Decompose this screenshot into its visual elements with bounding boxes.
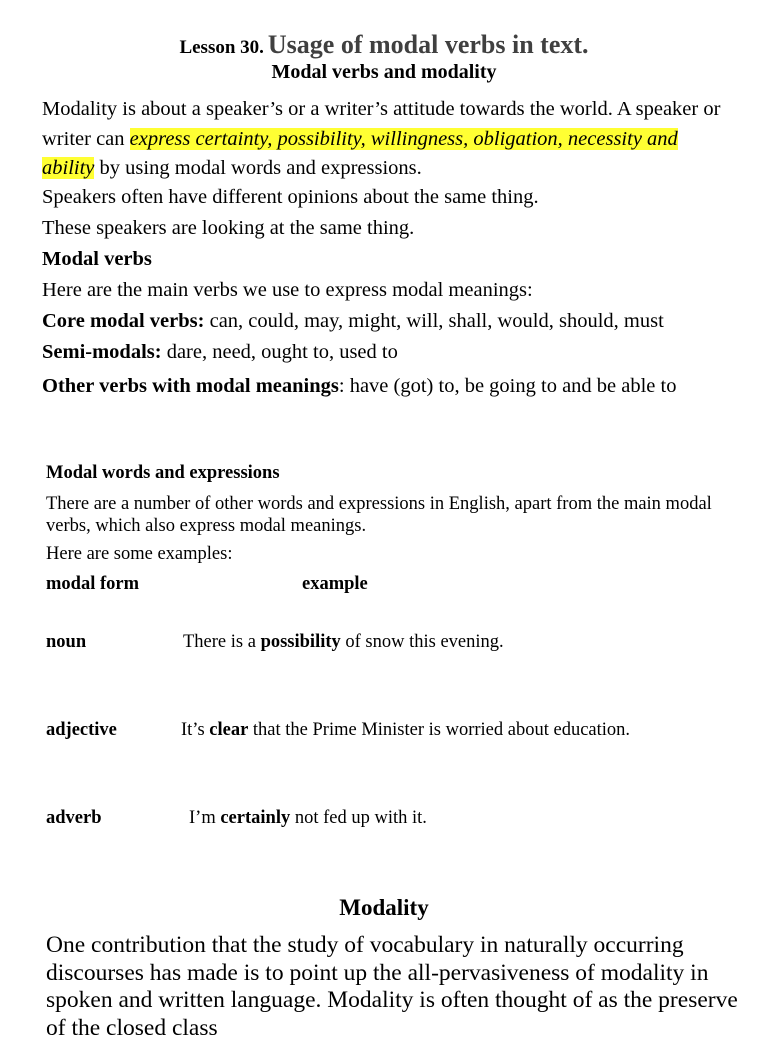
- semi-modals-label: Semi-modals:: [42, 341, 162, 363]
- row-adverb-example: [189, 808, 427, 829]
- core-modal-verbs-line: [42, 310, 664, 333]
- row-noun-form: noun: [46, 632, 87, 652]
- row-adverb-bold: certainly: [220, 808, 291, 828]
- row-adjective-before: It’s: [181, 720, 210, 740]
- row-noun-bold: possibility: [260, 632, 341, 652]
- modal-verbs-intro: Here are the main verbs we use to express modal meanings:: [42, 279, 533, 301]
- row-adverb-before: I’m: [189, 808, 221, 828]
- intro-paragraph: [42, 95, 732, 184]
- modality-heading: Modality: [339, 895, 429, 920]
- row-noun-before: There is a: [183, 632, 261, 652]
- examples-intro: Here are some examples:: [46, 544, 233, 564]
- lesson-title-text: Usage of modal verbs in text.: [267, 30, 589, 59]
- row-noun-example: [183, 632, 504, 653]
- lesson-number: Lesson 30.: [179, 37, 264, 58]
- col-header-example: example: [302, 574, 368, 594]
- core-modal-label: Core modal verbs:: [42, 310, 205, 332]
- semi-modals-list: dare, need, ought to, used to: [161, 341, 398, 363]
- row-adverb-after: not fed up with it.: [290, 808, 427, 828]
- col-header-modal-form: modal form: [46, 574, 139, 594]
- modal-verbs-heading: Modal verbs: [42, 248, 152, 270]
- row-noun-after: of snow this evening.: [340, 632, 504, 652]
- row-adverb-form: adverb: [46, 808, 102, 828]
- opinions-line: Speakers often have different opinions about the same thing.: [42, 186, 539, 208]
- looking-line: These speakers are looking at the same thing.: [42, 217, 415, 239]
- other-verbs-line: [42, 375, 676, 398]
- core-modal-list: can, could, may, might, will, shall, would, should, must: [204, 310, 664, 332]
- intro-text-before: Modality is about a speaker’s or a writer’s attitude towards the world. A speaker or writer can: [42, 98, 721, 150]
- modal-words-paragraph: There are a number of other words and expressions in English, apart from the main modal verbs, which also express modal meanings.: [46, 494, 712, 536]
- lesson-subtitle: Modal verbs and modality: [271, 61, 497, 83]
- lesson-title: [0, 30, 768, 60]
- semi-modals-line: [42, 341, 398, 364]
- intro-text-after: by using modal words and expressions.: [94, 157, 422, 179]
- row-adjective-after: that the Prime Minister is worried about education.: [248, 720, 631, 740]
- row-adjective-form: adjective: [46, 720, 117, 740]
- row-adjective-bold: clear: [209, 720, 249, 740]
- modal-words-heading: Modal words and expressions: [46, 463, 280, 483]
- other-verbs-label: Other verbs with modal meanings: [42, 375, 339, 397]
- modality-paragraph: One contribution that the study of vocabulary in naturally occurring discourses has made is to point up the all-pervasiveness of modality in spoken and written language. Modality is often thought of as the preserve of the closed class: [46, 932, 738, 1041]
- intro-highlight: express certainty, possibility, willingness, obligation, necessity and ability: [42, 127, 678, 179]
- other-verbs-list: : have (got) to, be going to and be able to: [338, 375, 677, 397]
- row-adjective-example: [181, 720, 630, 741]
